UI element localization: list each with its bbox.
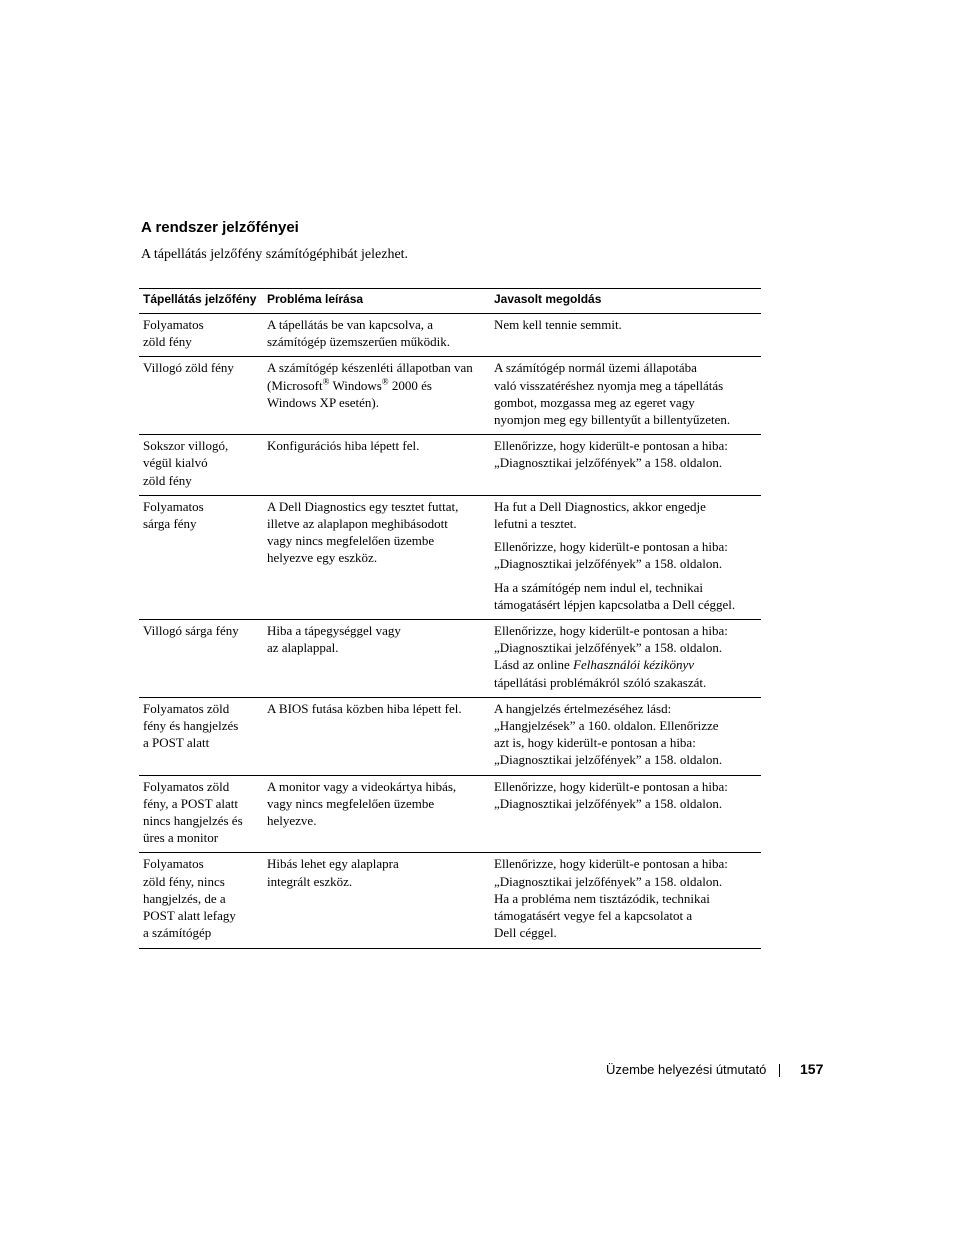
cell-line: „Diagnosztikai jelzőfények” a 158. oldalon. — [494, 873, 723, 889]
cell-line: a POST alatt — [143, 735, 210, 751]
table-row — [139, 495, 761, 619]
cell-line: POST alatt lefagy — [143, 908, 236, 924]
cell-line: fény, a POST alatt — [143, 795, 238, 811]
cell-line: gombot, mozgassa meg az egeret vagy — [494, 394, 695, 410]
cell-line: helyezve egy eszköz. — [267, 550, 378, 566]
cell-line: azt is, hogy kiderült-e pontosan a hiba: — [494, 735, 696, 751]
cell-problem — [263, 853, 490, 948]
manual-title: Felhasználói kézikönyv — [573, 657, 694, 673]
cell-light — [139, 853, 263, 948]
cell-line: vagy nincs megfelelően üzembe — [267, 795, 435, 811]
cell-light — [139, 495, 263, 619]
cell-problem — [263, 620, 490, 698]
cell-line: Ha fut a Dell Diagnostics, akkor engedje — [494, 498, 706, 514]
column-header-light: Tápellátás jelzőfény — [139, 289, 263, 314]
cell-line: Folyamatos — [143, 498, 204, 514]
solution-paragraph — [494, 538, 757, 572]
solution-paragraph — [494, 778, 757, 812]
cell-line: Folyamatos zöld — [143, 700, 230, 716]
solution-paragraph — [494, 622, 757, 691]
cell-line: nincs hangjelzés és — [143, 813, 243, 829]
cell-light — [139, 775, 263, 853]
cell-line: Ellenőrizze, hogy kiderült-e pontosan a hiba: — [494, 778, 728, 794]
table-row — [139, 435, 761, 496]
text-run: (Microsoft — [267, 377, 323, 393]
cell-line: „Diagnosztikai jelzőfények” a 158. oldalon. — [494, 795, 723, 811]
cell-line: „Diagnosztikai jelzőfények” a 158. oldalon. — [494, 455, 723, 471]
cell-line: Folyamatos zöld — [143, 778, 230, 794]
cell-line: Hibás lehet egy alaplapra — [267, 856, 399, 872]
cell-line: „Diagnosztikai jelzőfények” a 158. oldalon. — [494, 556, 723, 572]
cell-solution — [490, 775, 761, 853]
text-run: Lásd az online — [494, 657, 574, 673]
cell-line: támogatásért lépjen kapcsolatba a Dell céggel. — [494, 596, 736, 612]
cell-line: A számítógép normál üzemi állapotába — [494, 360, 697, 376]
solution-paragraph — [494, 579, 757, 613]
cell-light — [139, 620, 263, 698]
cell-problem — [263, 495, 490, 619]
cell-line: Dell céggel. — [494, 925, 557, 941]
cell-line: Hiba a tápegységgel vagy — [267, 623, 401, 639]
cell-line: integrált eszköz. — [267, 873, 353, 889]
cell-line — [494, 656, 757, 673]
cell-line: „Diagnosztikai jelzőfények” a 158. oldalon. — [494, 752, 723, 768]
cell-line: Ellenőrizze, hogy kiderült-e pontosan a hiba: — [494, 856, 728, 872]
cell-line: Ha a számítógép nem indul el, technikai — [494, 579, 704, 595]
cell-solution — [490, 697, 761, 775]
footer-divider — [779, 1064, 780, 1077]
cell-line: zöld fény — [143, 472, 192, 488]
cell-light — [139, 697, 263, 775]
cell-light — [139, 357, 263, 435]
solution-paragraph — [494, 498, 757, 532]
cell-solution — [490, 620, 761, 698]
cell-line: helyezve. — [267, 813, 317, 829]
table-row — [139, 620, 761, 698]
cell-line: Villogó sárga fény — [143, 623, 239, 639]
table-header-row — [139, 289, 761, 314]
cell-solution — [490, 357, 761, 435]
cell-line: A Dell Diagnostics egy tesztet futtat, — [267, 498, 459, 514]
cell-line: Folyamatos — [143, 317, 204, 332]
cell-line: zöld fény — [143, 334, 192, 350]
cell-problem — [263, 697, 490, 775]
cell-line: Konfigurációs hiba lépett fel. — [267, 438, 420, 454]
footer-title: Üzembe helyezési útmutató — [606, 1062, 767, 1077]
table-row — [139, 697, 761, 775]
cell-line: A tápellátás be van kapcsolva, a — [267, 317, 434, 332]
text-run: 2000 és — [388, 377, 432, 393]
cell-line: sárga fény — [143, 516, 197, 532]
cell-problem — [263, 435, 490, 496]
column-header-solution: Javasolt megoldás — [490, 289, 761, 314]
cell-line: „Hangjelzések” a 160. oldalon. Ellenőrizze — [494, 718, 719, 734]
cell-line: Windows XP esetén). — [267, 394, 380, 410]
cell-line: vagy nincs megfelelően üzembe — [267, 533, 435, 549]
text-run: Windows — [329, 377, 382, 393]
cell-line: A hangjelzés értelmezéséhez lásd: — [494, 700, 672, 716]
cell-line: A monitor vagy a videokártya hibás, — [267, 778, 457, 794]
table-row — [139, 775, 761, 853]
page-number: 157 — [800, 1061, 824, 1077]
cell-problem — [263, 357, 490, 435]
cell-line: nyomjon meg egy billentyűt a billentyűzeten. — [494, 412, 731, 428]
cell-problem — [263, 775, 490, 853]
cell-line: való visszatéréshez nyomja meg a tápellátás — [494, 377, 724, 393]
cell-line: Villogó zöld fény — [143, 360, 234, 376]
power-light-table — [139, 288, 761, 949]
cell-line: zöld fény, nincs — [143, 873, 225, 889]
cell-line: Ellenőrizze, hogy kiderült-e pontosan a hiba: — [494, 623, 728, 639]
cell-solution — [490, 495, 761, 619]
cell-line: Ellenőrizze, hogy kiderült-e pontosan a hiba: — [494, 539, 728, 555]
cell-line: „Diagnosztikai jelzőfények” a 158. oldalon. — [494, 640, 723, 656]
solution-paragraph — [494, 855, 757, 941]
cell-line: az alaplappal. — [267, 640, 339, 656]
registered-mark: ® — [381, 376, 389, 387]
cell-line: végül kialvó — [143, 455, 208, 471]
solution-paragraph — [494, 359, 757, 428]
cell-line: üres a monitor — [143, 830, 219, 846]
table-row — [139, 357, 761, 435]
cell-line: fény és hangjelzés — [143, 718, 239, 734]
cell-line: számítógép üzemszerűen működik. — [267, 334, 451, 350]
intro-paragraph: A tápellátás jelzőfény számítógéphibát jelezhet. — [141, 247, 409, 262]
cell-line: Sokszor villogó, — [143, 438, 229, 454]
cell-line: Ellenőrizze, hogy kiderült-e pontosan a hiba: — [494, 438, 728, 454]
cell-line: hangjelzés, de a — [143, 890, 226, 906]
table-row — [139, 314, 761, 357]
section-heading: A rendszer jelzőfényei — [141, 219, 299, 236]
cell-line: Ha a probléma nem tisztázódik, technikai — [494, 890, 710, 906]
solution-paragraph — [494, 437, 757, 471]
cell-solution — [490, 853, 761, 948]
cell-line: A BIOS futása közben hiba lépett fel. — [267, 700, 462, 716]
cell-light — [139, 435, 263, 496]
cell-line: lefutni a tesztet. — [494, 516, 577, 532]
registered-mark: ® — [322, 376, 330, 387]
cell-line: támogatásért vegye fel a kapcsolatot a — [494, 908, 693, 924]
cell-line — [267, 377, 486, 394]
cell-problem — [263, 314, 490, 357]
column-header-problem: Probléma leírása — [263, 289, 490, 314]
cell-solution — [490, 435, 761, 496]
cell-line: Folyamatos — [143, 856, 204, 872]
cell-line: a számítógép — [143, 925, 212, 941]
cell-line: tápellátási problémákról szóló szakaszát. — [494, 674, 707, 690]
solution-paragraph — [494, 700, 757, 769]
solution-paragraph — [494, 316, 757, 333]
cell-solution — [490, 314, 761, 357]
table-row — [139, 853, 761, 948]
cell-line: A számítógép készenléti állapotban van — [267, 360, 473, 376]
cell-line: illetve az alaplapon meghibásodott — [267, 516, 448, 532]
cell-light — [139, 314, 263, 357]
cell-line: Nem kell tennie semmit. — [494, 317, 622, 332]
